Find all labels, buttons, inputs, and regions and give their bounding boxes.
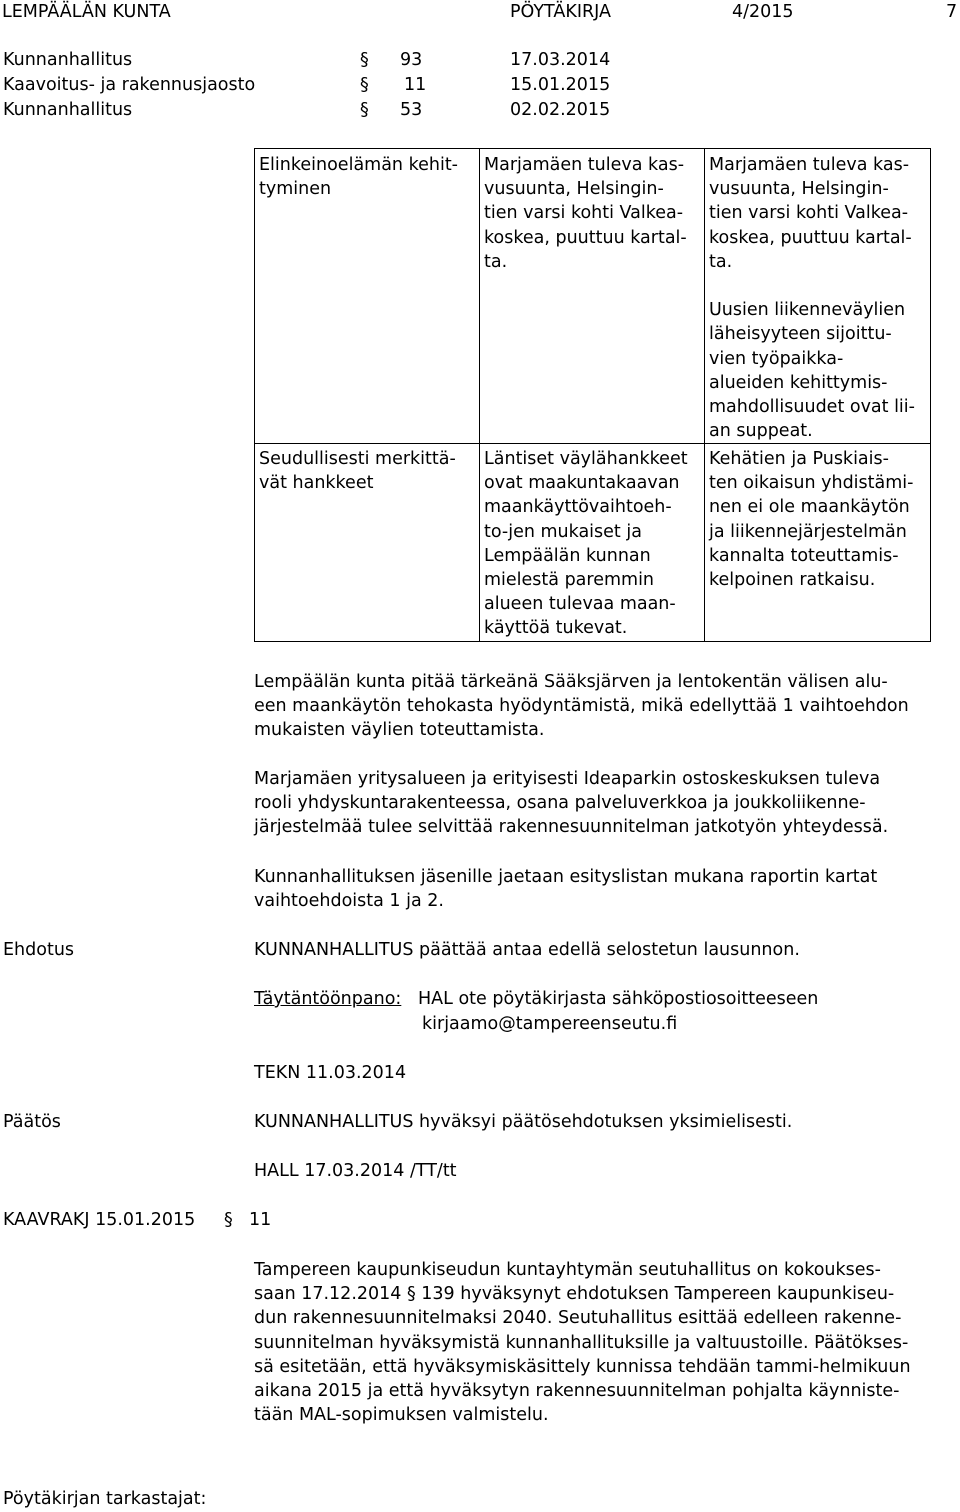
signatures-label: Pöytäkirjan tarkastajat: bbox=[3, 1489, 207, 1509]
meeting-body: Kaavoitus- ja rakennusjaosto bbox=[3, 75, 256, 95]
table-cell-option-2: Kehätien ja Puskiais- ten oikaisun yhdistämi- nen ei ole maankäytön ja liikennejärjestelmän kannalta toteuttamis- kelpoinen ratkaisu. bbox=[709, 449, 914, 591]
table-border-left bbox=[254, 148, 255, 642]
table-cell-option-1: Läntiset väylähankkeet ovat maakuntakaavan maankäyttövaihtoeh- to-jen mukaiset ja Lempäälän kunnan mielestä paremmin alueen tulevaa maan- käyttöä tukevat. bbox=[484, 449, 688, 639]
table-border-bottom bbox=[254, 641, 931, 642]
table-cell-topic: Seudullisesti merkittä- vät hankkeet bbox=[259, 449, 456, 494]
execution-text: HAL ote pöytäkirjasta sähköpostiosoitteeseen bbox=[418, 989, 819, 1009]
decision-label: Päätös bbox=[3, 1112, 61, 1132]
kaavrakj-paragraph: Tampereen kaupunkiseudun kuntayhtymän seutuhallitus on kokoukses- saan 17.12.2014 § 139 hyväksynyt ehdotuksen Tampereen kaupunkiseu- dun rakennesuunnitelmaksi 2040. Seutuhallitus esittää edelleen rakenne- suunnitelman hyväksymistä kunnanhallituksille ja valtuustoille. Päätökses- sä esitetään, että hyväksymiskäsittely kunnissa tehdään tammi-helmikuun aikana 2015 ja että hyväksytyn rakennesuunnitelman pohjalta käynniste- tään MAL-sopimuksen valmistelu. bbox=[254, 1260, 911, 1426]
meeting-date: 02.02.2015 bbox=[510, 100, 611, 120]
document-number: 4/2015 bbox=[732, 2, 794, 22]
paragraph: Kunnanhallituksen jäsenille jaetaan esityslistan mukana raportin kartat vaihtoehdoista 1 ja 2. bbox=[254, 867, 878, 912]
section-symbol: § bbox=[224, 1210, 233, 1230]
table-column-divider bbox=[479, 148, 480, 642]
proposal-label: Ehdotus bbox=[3, 940, 75, 960]
paragraph: Marjamäen yritysalueen ja erityisesti Ideaparkin ostoskeskuksen tuleva rooli yhdyskuntarakenteessa, osana palveluverkkoa ja joukkoliikenne- järjestelmää tulee selvittää rakennesuunnitelman jatkotyön yhteydessä. bbox=[254, 769, 889, 838]
section-symbol: § bbox=[360, 50, 369, 70]
meeting-number: 11 bbox=[404, 75, 427, 95]
execution-email: kirjaamo@tampereenseutu.fi bbox=[422, 1014, 678, 1034]
meeting-number: 53 bbox=[400, 100, 423, 120]
kaavrakj-label: KAAVRAKJ 15.01.2015 bbox=[3, 1210, 196, 1230]
table-cell-topic: Elinkeinoelämän kehit- tyminen bbox=[259, 155, 458, 200]
document-type: PÖYTÄKIRJA bbox=[510, 2, 611, 22]
tekn-reference: TEKN 11.03.2014 bbox=[254, 1063, 407, 1083]
section-symbol: § bbox=[360, 100, 369, 120]
execution-label: Täytäntöönpano: bbox=[254, 989, 402, 1009]
meeting-number: 93 bbox=[400, 50, 423, 70]
meeting-date: 15.01.2015 bbox=[510, 75, 611, 95]
table-border-right bbox=[930, 148, 931, 642]
section-symbol: § bbox=[360, 75, 369, 95]
paragraph: Lempäälän kunta pitää tärkeänä Sääksjärven ja lentokentän välisen alu- een maankäytön tehokasta hyödyntämistä, mikä edellyttää 1 vaihtoehdon mukaisten väylien toteuttamista. bbox=[254, 672, 909, 741]
proposal-text: KUNNANHALLITUS päättää antaa edellä selostetun lausunnon. bbox=[254, 940, 800, 960]
meeting-body: Kunnanhallitus bbox=[3, 100, 133, 120]
meeting-date: 17.03.2014 bbox=[510, 50, 611, 70]
kaavrakj-number: 11 bbox=[249, 1210, 272, 1230]
decision-text: KUNNANHALLITUS hyväksyi päätösehdotuksen yksimielisesti. bbox=[254, 1112, 793, 1132]
table-cell-option-2: Marjamäen tuleva kas- vusuunta, Helsingin- tien varsi kohti Valkea- koskea, puuttuu kartal- ta. Uusien liikenneväylien läheisyyteen sijoittu- vien työpaikka- alueiden kehittymis- mahdollisuudet ovat lii- an suppeat. bbox=[709, 155, 915, 442]
table-border-top bbox=[254, 148, 931, 149]
hall-reference: HALL 17.03.2014 /TT/tt bbox=[254, 1161, 457, 1181]
table-cell-option-1: Marjamäen tuleva kas- vusuunta, Helsingin- tien varsi kohti Valkea- koskea, puuttuu kartal- ta. bbox=[484, 155, 687, 272]
municipality-name: LEMPÄÄLÄN KUNTA bbox=[2, 2, 171, 22]
page-number: 7 bbox=[946, 2, 958, 22]
table-column-divider bbox=[704, 148, 705, 642]
meeting-body: Kunnanhallitus bbox=[3, 50, 133, 70]
projects-table bbox=[254, 148, 931, 642]
